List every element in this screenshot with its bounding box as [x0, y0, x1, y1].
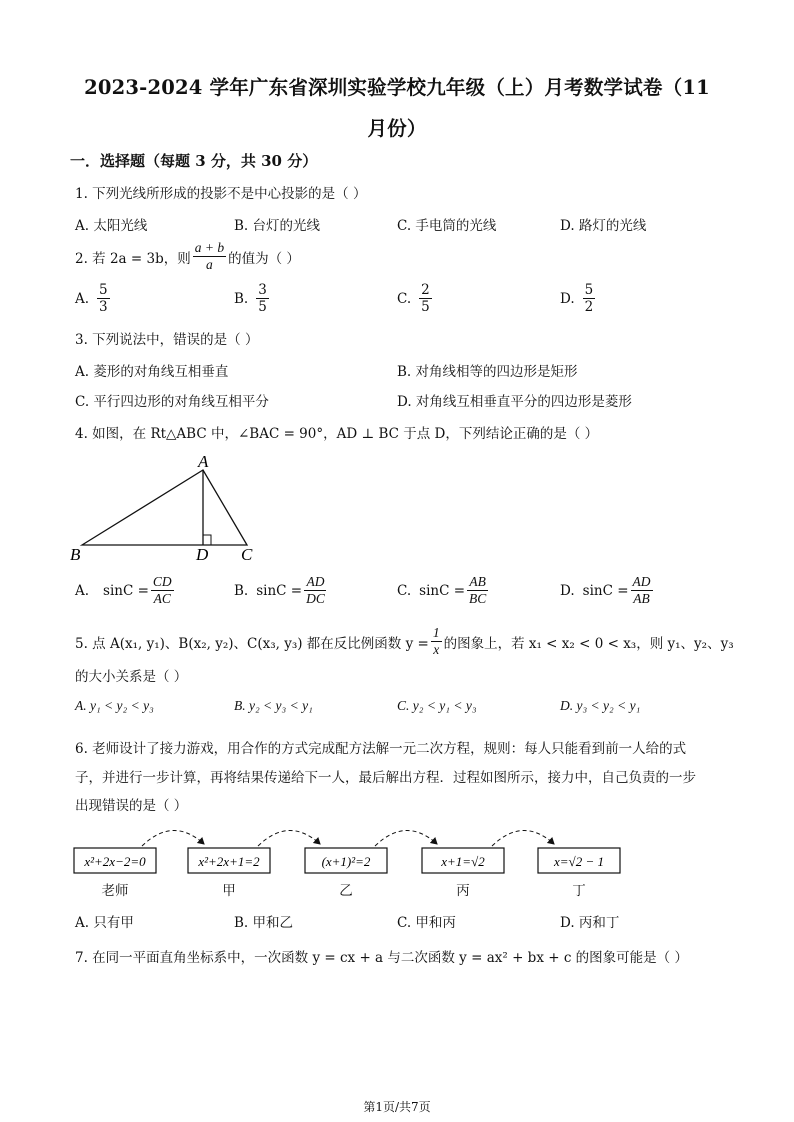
q2-option-d-frac — [583, 282, 596, 315]
triangle-abc — [82, 470, 247, 545]
right-angle-mark — [203, 535, 211, 545]
question-3-stem: 3. 下列说法中，错误的是（ ） — [75, 332, 259, 348]
q4-option-a-frac — [151, 574, 174, 607]
q5-stem-pre: 5. 点 A(x₁, y₁)、B(x₂, y₂)、C(x₃, y₃) 都在反比例函数 y = — [75, 635, 429, 652]
q4-option-a — [75, 574, 176, 607]
q2-d-num: 5 — [584, 282, 594, 298]
relay-arrow-3 — [375, 830, 437, 846]
q2-b-den: 5 — [258, 299, 267, 315]
q2-c-num: 2 — [421, 282, 430, 298]
q4-option-d — [560, 574, 655, 607]
q4-option-b — [234, 574, 329, 607]
q2-a-num: 5 — [99, 282, 108, 298]
q4-a-func: sinC = — [103, 582, 149, 599]
q3-option-c: C. 平行四边形的对角线互相平分 — [75, 394, 269, 410]
q3-option-a: A. 菱形的对角线互相垂直 — [75, 364, 229, 380]
q6-option-a: A. 只有甲 — [75, 915, 134, 931]
q2-option-c — [397, 282, 434, 315]
q5-frac-num: 1 — [432, 625, 440, 640]
triangle-figure — [60, 448, 280, 568]
q2-option-d-label: D. — [560, 290, 575, 307]
q1-option-d: D. 路灯的光线 — [560, 218, 647, 234]
q2-option-b-label: B. — [234, 290, 249, 307]
q5-option-a: A. y₁ < y₂ < y₃ — [75, 698, 154, 713]
vertex-a-label: A — [198, 452, 209, 471]
q4-b-func: sinC = — [256, 582, 303, 599]
q2-option-b — [234, 282, 271, 315]
q2-stem-pre: 2. 若 2a = 3b，则 — [75, 250, 191, 267]
question-2-stem — [75, 240, 300, 273]
q2-option-a-frac — [97, 282, 110, 315]
relay-box-4-text: x+1=√2 — [441, 854, 485, 869]
q3-option-d: D. 对角线互相垂直平分的四边形是菱形 — [397, 394, 632, 410]
relay-arrow-4 — [492, 830, 554, 846]
q5-option-c: C. y₂ < y₁ < y₃ — [397, 698, 477, 713]
q4-a-den: AC — [153, 591, 171, 606]
relay-name-bing: 丙 — [456, 883, 470, 899]
q2-option-a — [75, 282, 112, 315]
relay-box-3-text: (x+1)²=2 — [321, 854, 371, 869]
q4-option-b-frac — [304, 574, 327, 607]
relay-arrow-1 — [142, 830, 204, 846]
q4-a-num: CD — [152, 574, 172, 589]
q2-fraction — [193, 240, 226, 273]
vertex-c-label: C — [241, 545, 253, 564]
q4-option-b-label: B. — [234, 582, 249, 599]
question-5-stem — [75, 625, 734, 658]
question-1-stem: 1. 下列光线所形成的投影不是中心投影的是（ ） — [75, 186, 367, 202]
q2-d-den: 2 — [584, 299, 594, 315]
relay-box-5-text: x=√2 − 1 — [554, 854, 604, 869]
q4-c-func: sinC = — [419, 582, 466, 599]
relay-name-ding: 丁 — [572, 883, 586, 899]
q5-option-b: B. y₂ < y₃ < y₁ — [234, 698, 313, 713]
question-5-line2: 的大小关系是（ ） — [75, 669, 188, 685]
q5-frac-den: x — [433, 642, 440, 657]
q5-stem-post: 的图象上，若 x₁ < x₂ < 0 < x₃，则 y₁、y₂、y₃ — [443, 635, 734, 652]
q4-b-num: AD — [306, 574, 325, 589]
q4-d-num: AD — [632, 574, 651, 589]
q1-option-c: C. 手电筒的光线 — [397, 218, 497, 234]
q2-option-d — [560, 282, 597, 315]
q2-option-c-frac — [419, 282, 432, 315]
question-4-stem: 4. 如图，在 Rt△ABC 中，∠BAC = 90°，AD ⊥ BC 于点 D，下列结论正确的是（ ） — [75, 426, 599, 442]
exam-title-line1: 2023-2024 学年广东省深圳实验学校九年级（上）月考数学试卷（11 — [84, 76, 710, 99]
q4-d-func: sinC = — [582, 582, 629, 599]
q2-option-c-label: C. — [397, 290, 412, 307]
relay-box-2-text: x²+2x+1=2 — [198, 854, 260, 869]
vertex-d-label: D — [196, 545, 209, 564]
q4-option-c — [397, 574, 490, 607]
q2-option-a-label: A. — [75, 290, 90, 307]
q4-option-c-label: C. — [397, 582, 412, 599]
q6-option-d: D. 丙和丁 — [560, 915, 620, 931]
exam-title-line2: 月份） — [367, 117, 427, 140]
q2-c-den: 5 — [421, 299, 430, 315]
q4-d-den: AB — [633, 591, 650, 606]
q4-c-den: BC — [469, 591, 487, 606]
question-6-line3: 出现错误的是（ ） — [75, 798, 188, 814]
relay-name-teacher: 老师 — [101, 883, 129, 899]
q5-fraction — [431, 625, 442, 658]
vertex-b-label: B — [70, 545, 81, 564]
q4-b-den: DC — [306, 591, 325, 606]
relay-diagram — [70, 822, 730, 882]
q6-option-c: C. 甲和丙 — [397, 915, 456, 931]
q2-frac-den: a — [206, 257, 213, 272]
relay-name-jia: 甲 — [222, 883, 236, 899]
question-6-line1: 6. 老师设计了接力游戏，用合作的方式完成配方法解一元二次方程，规则：每人只能看到前一人给的式 — [75, 741, 687, 757]
q2-option-b-frac — [256, 282, 269, 315]
relay-arrow-2 — [258, 830, 320, 846]
q5-option-d: D. y₃ < y₂ < y₁ — [560, 698, 641, 713]
q4-c-num: AB — [469, 574, 486, 589]
section-heading-choice: 一．选择题（每题 3 分，共 30 分） — [70, 152, 318, 170]
q2-stem-post: 的值为（ ） — [228, 250, 300, 267]
q4-option-a-label: A. — [75, 582, 90, 599]
q3-option-b: B. 对角线相等的四边形是矩形 — [397, 364, 578, 380]
q4-option-d-label: D. — [560, 582, 575, 599]
q1-option-a: A. 太阳光线 — [75, 218, 148, 234]
q2-b-num: 3 — [258, 282, 267, 298]
question-6-line2: 子，并进行一步计算，再将结果传递给下一人，最后解出方程．过程如图所示，接力中，自己负责的一步 — [75, 770, 696, 786]
page-footer: 第1页/共7页 — [363, 1100, 431, 1114]
q6-option-b: B. 甲和乙 — [234, 915, 294, 931]
question-7-stem: 7. 在同一平面直角坐标系中，一次函数 y = cx + a 与二次函数 y = ax² + bx + c 的图象可能是（ ） — [75, 950, 688, 966]
q1-option-b: B. 台灯的光线 — [234, 218, 321, 234]
q4-option-c-frac — [467, 574, 488, 607]
q2-a-den: 3 — [99, 299, 108, 315]
relay-name-yi: 乙 — [339, 883, 353, 899]
q4-option-d-frac — [631, 574, 653, 607]
relay-box-1-text: x²+2x−2=0 — [84, 854, 146, 869]
q2-frac-num: a + b — [194, 240, 225, 255]
